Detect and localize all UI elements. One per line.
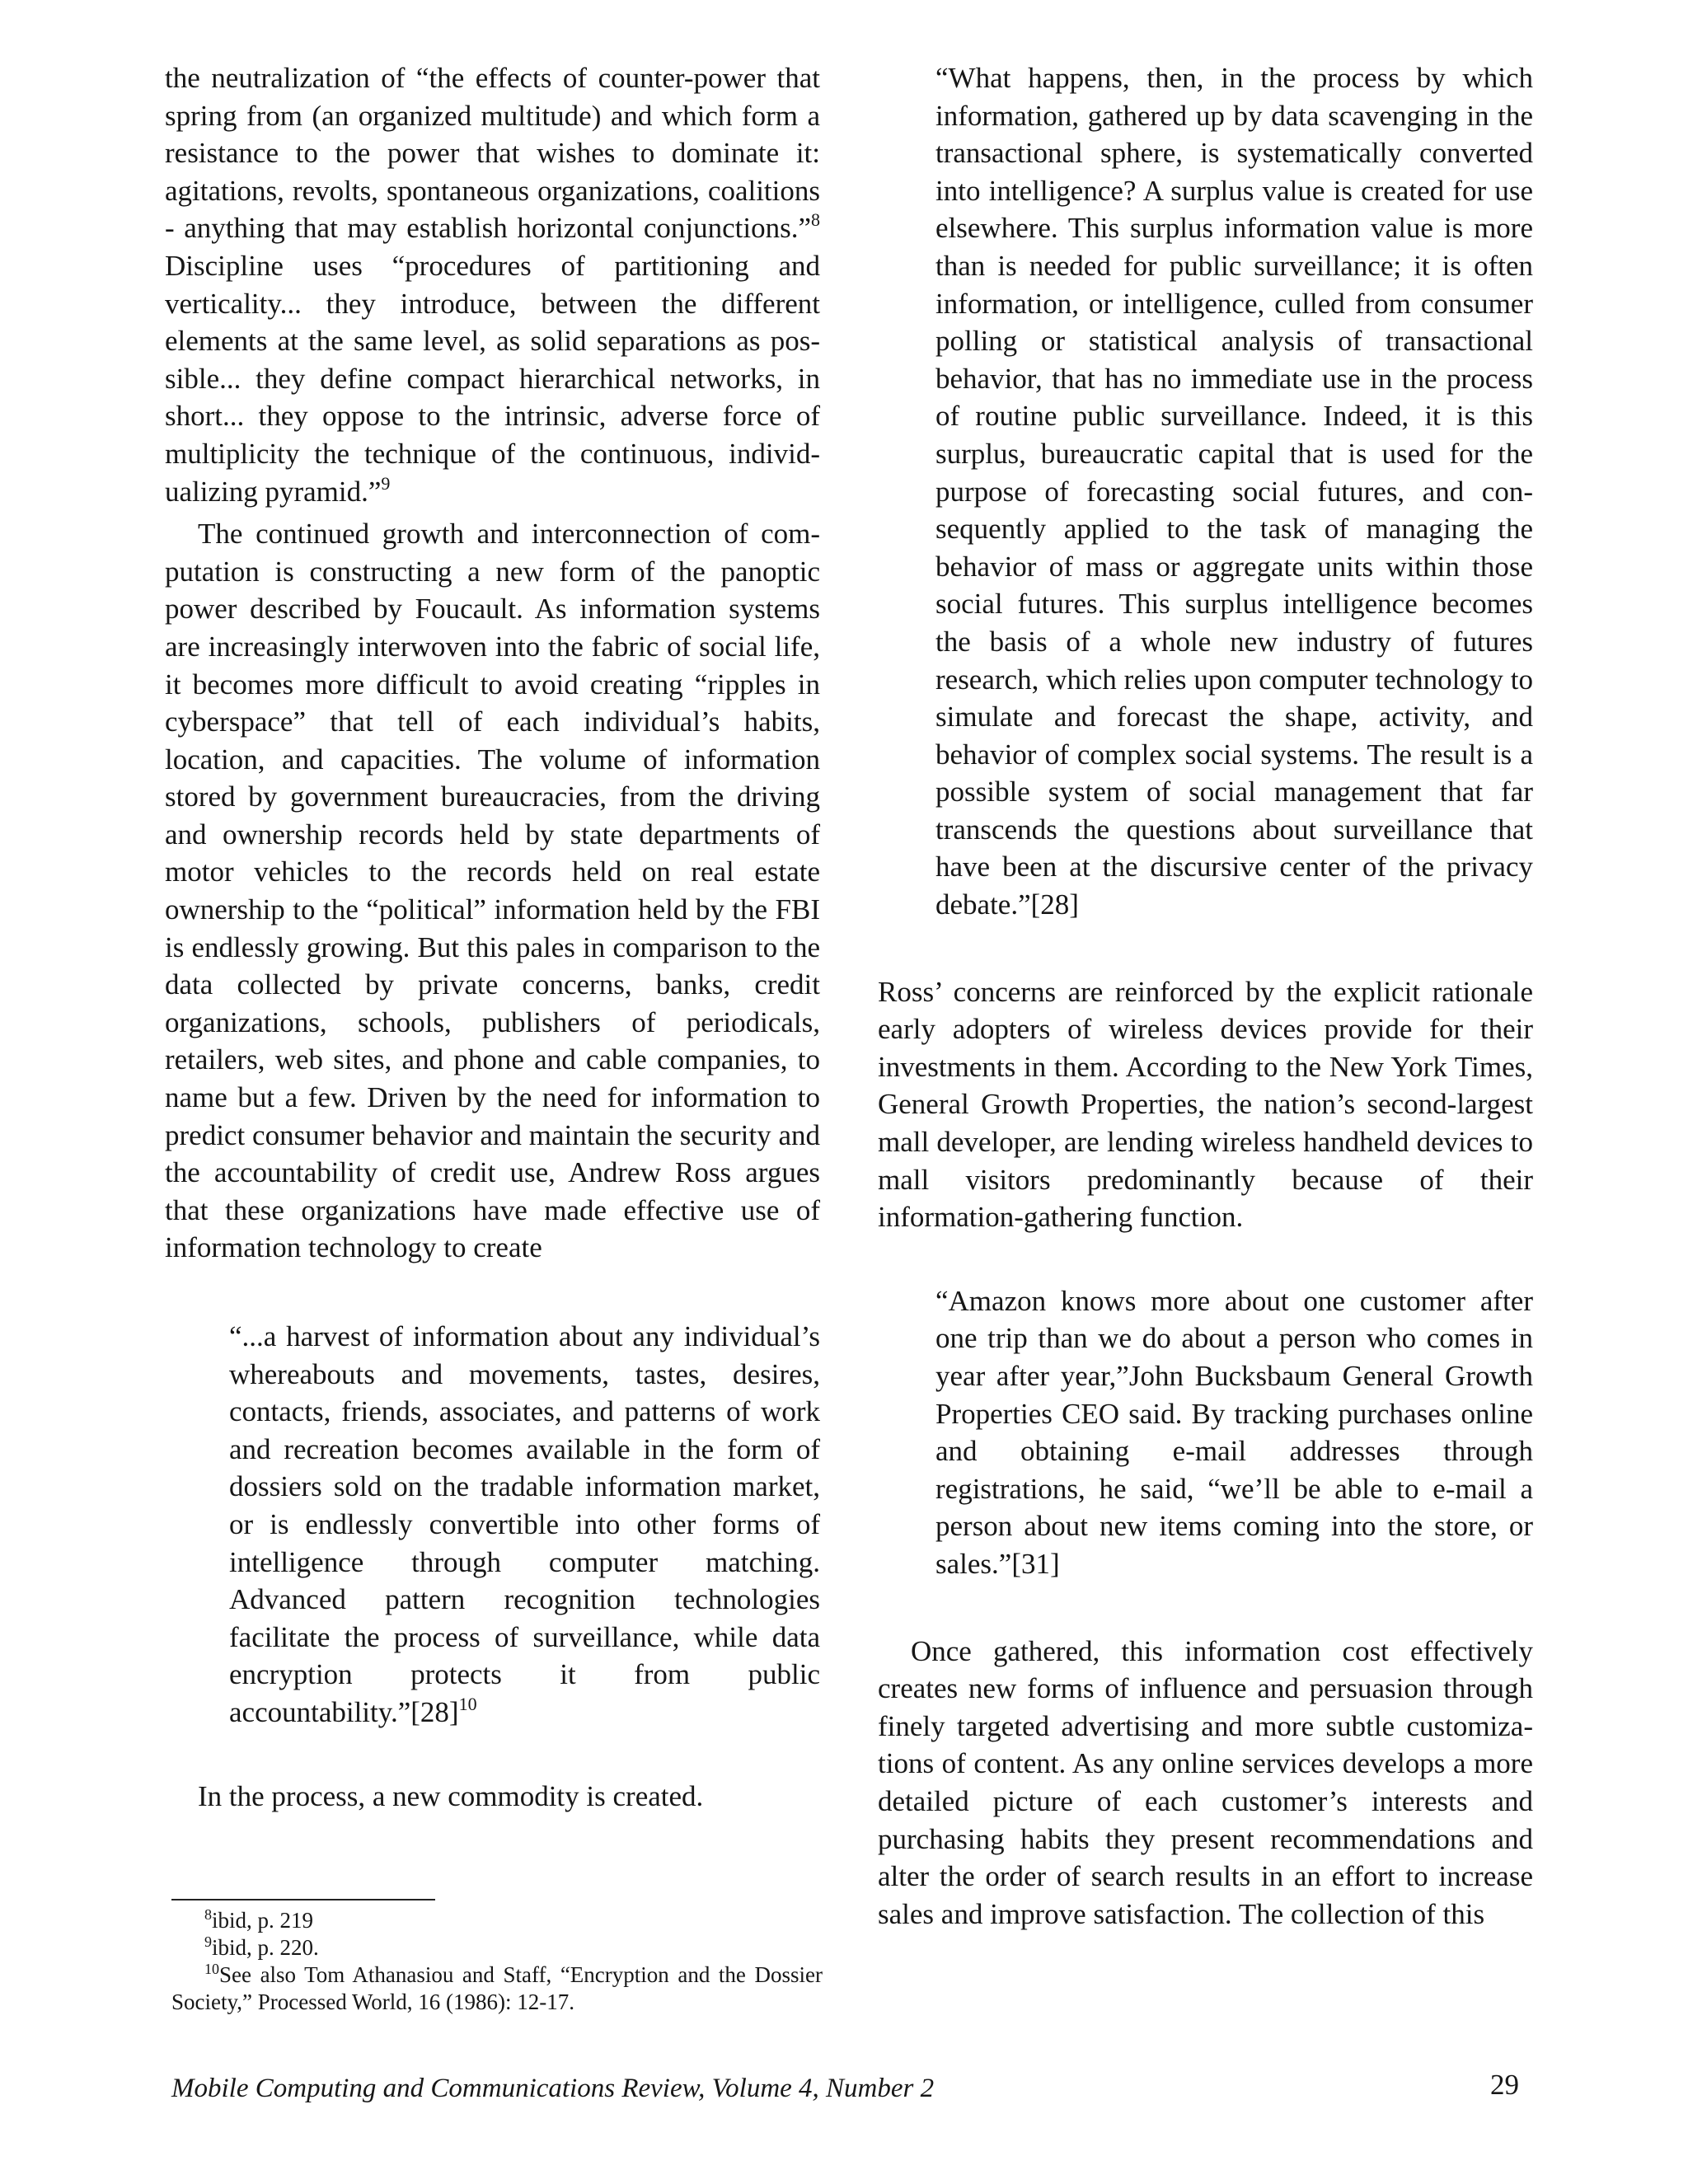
page-number: 29 (1490, 2069, 1519, 2101)
footnote-ref-8: 8 (811, 209, 820, 231)
block-quote-surplus-value: “What happens, then, in the process by which information, gathered up by data scavenging in the transactional sphere, is systematically converted into intelligence? A surplus value is created for use elsewhere. This surplus information value is more than is needed for public surveillance; it is often information, or intelligence, culled from consumer polling or statistical analysis of transactional behavior, that has no immediate use in the process of routine public surveillance. Indeed, it is this surplus, bureaucratic capital that is used for the purpose of forecasting social futures, and consequently applied to the task of managing the behavior of mass or aggregate units within those social futures. This surplus intelligence becomes the basis of a whole new industry of futures research, which relies upon computer technology to simulate and forecast the shape, activity, and behavior of complex social systems. The result is a possible system of social management that far transcends the questions about surveillance that have been at the discursive center of the privacy debate.”[28] (935, 62, 1533, 921)
footnote-divider (171, 1899, 435, 1900)
footnote-number: 9 (204, 1933, 212, 1950)
paragraph-text: Discipline uses “procedures of partitioning and verticality... they introduce, between the different elements at the same level, as solid separations as possible... they define compact hierarchical networks, in short... they oppose to the intrinsic, adverse force of multiplicity the technique of the continuous, individualizing pyramid.” (165, 249, 820, 508)
paragraph-text: the neutralization of “the effects of counter-power that spring from (an organized multitude) and which form a resistance to the power that wishes to dominate it: agitations, revolts, spontaneous organizations, coalitions - anything that may establish horizontal conjunctions.” (165, 62, 820, 245)
block-quote-ross-harvest (229, 1318, 820, 1732)
footnote-8 (171, 1907, 823, 1934)
footnote-9 (171, 1934, 823, 1961)
footnote-number: 8 (204, 1906, 212, 1923)
paragraph-panoptic-power: The continued growth and interconnection of computation is constructing a new form of the panoptic power described by Foucault. As information systems are increasingly interwoven into the fabric of social life, it becomes more difficult to avoid creating “ripples in cyberspace” that tell of each individual’s habits, location, and capacities. The volume of information stored by government bureaucracies, from the driving and ownership records held by state departments of motor vehicles to the records held on real estate ownership to the “political” information held by the FBI is endlessly growing. But this pales in comparison to the data collected by private concerns, banks, credit organizations, schools, publishers of periodicals, retailers, web sites, and phone and cable companies, to name but a few. Driven by the need for information to predict consumer behavior and maintain the security and the accountability of credit use, Andrew Ross argues that these organizations have made effective use of information technology to create (165, 518, 820, 1264)
right-column (878, 59, 1533, 1933)
paragraph-ross-concerns: Ross’ concerns are reinforced by the explicit rationale early adopters of wireless devices provide for their investments in them. According to the New York Times, General Growth Properties, the nation’s second-largest mall developer, are lending wireless handheld devices to mall visitors predominantly because of their information-gathering function. (878, 975, 1533, 1234)
block-quote-amazon: “Amazon knows more about one customer after one trip than we do about a person who comes in year after year,”John Bucksbaum General Growth Properties CEO said. By tracking purchases online and obtaining e-mail addresses through registrations, he said, “we’ll be able to e-mail a person about new items coming into the store, or sales.”[31] (935, 1284, 1533, 1580)
paragraph-foucault-quote (165, 59, 820, 510)
footnote-ref-9: 9 (381, 472, 391, 494)
footnote-text: ibid, p. 220. (212, 1935, 319, 1960)
footnote-text: ibid, p. 219 (212, 1908, 314, 1933)
paragraph-targeted-advertising: Once gathered, this information cost effectively creates new forms of influence and persuasion through finely targeted advertising and more subtle customizations of content. As any online services develops a more detailed picture of each customer’s interests and purchasing habits they present recommendations and alter the order of search results in an effort to increase sales and improve satisfaction. The collection of this (878, 1634, 1533, 1930)
footnotes (171, 1907, 823, 2016)
footnote-text: See also Tom Athanasiou and Staff, “Encryption and the Dossier Society,” Processed World, 16 (1986): 12-17. (171, 1962, 823, 2014)
journal-footer: Mobile Computing and Communications Review, Volume 4, Number 2 (171, 2074, 935, 2103)
footnote-ref-10: 10 (458, 1693, 477, 1714)
paragraph-new-commodity: In the process, a new commodity is created. (198, 1779, 704, 1812)
footnote-number: 10 (204, 1961, 219, 1977)
quote-text: “...a harvest of information about any individual’s whereabouts and movements, tastes, desires, contacts, friends, associates, and patterns of work and recreation becomes available in the form of dossiers sold on the tradable information market, or is endlessly convertible into other forms of intelligence through computer matching. Advanced pattern recognition technologies facilitate the process of surveillance, while data encryption protects it from public accountability.”[28] (229, 1320, 820, 1728)
footnote-10 (171, 1961, 823, 2016)
left-column (165, 59, 820, 1815)
